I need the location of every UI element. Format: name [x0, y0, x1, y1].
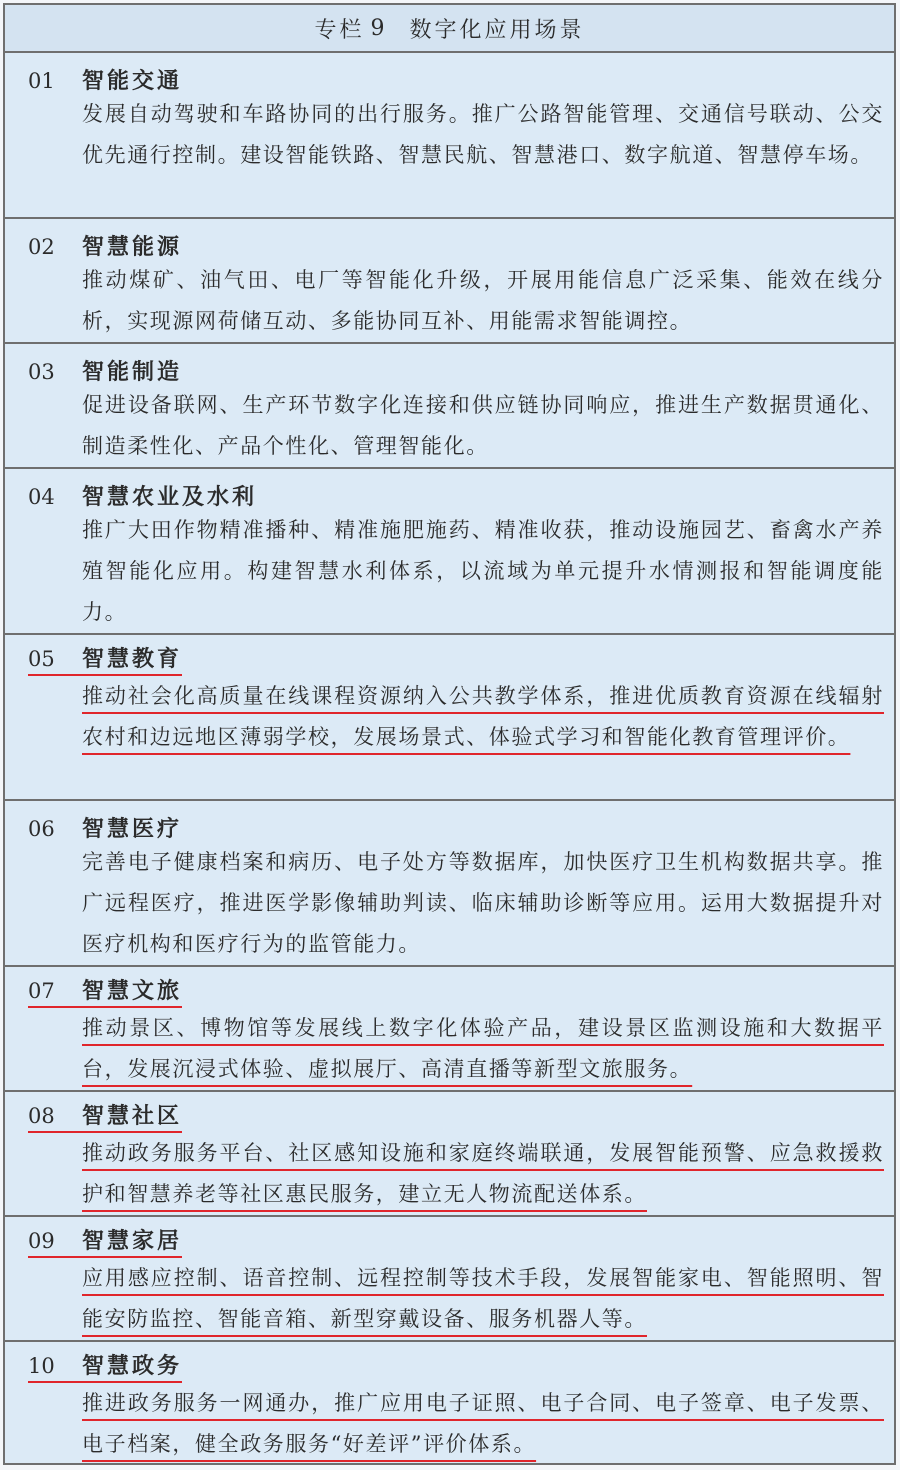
row-title: 智能制造: [82, 359, 183, 385]
table-row: [5, 469, 894, 635]
table-header: [5, 5, 894, 53]
row-text: 推动煤矿、油气田、电厂等智能化升级，开展用能信息广泛采集、能效在线分析，实现源网荷储互动、多能协同互补、用能需求智能调控。: [82, 268, 884, 333]
row-text-block: [82, 1133, 884, 1215]
row-text-block: [82, 1008, 884, 1090]
row-number: 07: [28, 979, 55, 1003]
row-heading-underline: [28, 1353, 182, 1383]
row-heading-underline: [28, 1103, 182, 1133]
row-number: 04: [28, 485, 55, 509]
table-row: [5, 219, 894, 344]
table-title: 数字化应用场景: [409, 17, 585, 43]
feature-table: [3, 3, 896, 1465]
row-text: 推动社会化高质量在线课程资源纳入公共教学体系，推进优质教育资源在线辐射农村和边远地区薄弱学校，发展场景式、体验式学习和智能化教育管理评价。: [82, 684, 884, 749]
table-row: [5, 635, 894, 801]
table-row: [5, 344, 894, 469]
row-title: 智慧医疗: [82, 816, 183, 842]
row-title: 智慧政务: [82, 1353, 183, 1379]
row-title: 智慧能源: [82, 234, 183, 260]
table-row: [5, 1092, 894, 1217]
row-text: 推广大田作物精准播种、精准施肥施药、精准收获，推动设施园艺、畜禽水产养殖智能化应用。构建智慧水利体系，以流域为单元提升水情测报和智能调度能力。: [82, 518, 884, 624]
row-text-block: [82, 1258, 884, 1340]
row-text: 推动政务服务平台、社区感知设施和家庭终端联通，发展智能预警、应急救援救护和智慧养老等社区惠民服务，建立无人物流配送体系。: [82, 1141, 884, 1206]
row-number: 06: [28, 817, 55, 841]
row-text: 推动景区、博物馆等发展线上数字化体验产品，建设景区监测设施和大数据平台，发展沉浸式体验、虚拟展厅、高清直播等新型文旅服务。: [82, 1016, 884, 1081]
row-number: 03: [28, 360, 55, 384]
row-text: 促进设备联网、生产环节数字化连接和供应链协同响应，推进生产数据贯通化、制造柔性化、产品个性化、管理智能化。: [82, 393, 884, 458]
row-number: 01: [28, 69, 55, 93]
row-number: 08: [28, 1104, 55, 1128]
row-heading-underline: [28, 978, 182, 1008]
row-number: 10: [28, 1354, 55, 1378]
table-row: [5, 967, 894, 1092]
row-number: 05: [28, 647, 55, 671]
row-number: 09: [28, 1229, 55, 1253]
table-row: [5, 1342, 894, 1465]
table-row: [5, 801, 894, 967]
table-row: [5, 1217, 894, 1342]
row-number: 02: [28, 235, 55, 259]
row-text: 发展自动驾驶和车路协同的出行服务。推广公路智能管理、交通信号联动、公交优先通行控制。建设智能铁路、智慧民航、智慧港口、数字航道、智慧停车场。: [82, 102, 884, 167]
row-title: 智慧家居: [82, 1228, 183, 1254]
row-text-block: [82, 1383, 884, 1465]
column-label: 专栏: [314, 17, 365, 43]
row-text: 完善电子健康档案和病历、电子处方等数据库，加快医疗卫生机构数据共享。推广远程医疗，推进医学影像辅助判读、临床辅助诊断等应用。运用大数据提升对医疗机构和医疗行为的监管能力。: [82, 850, 884, 956]
row-text-block: [82, 676, 884, 758]
row-text: 推进政务服务一网通办，推广应用电子证照、电子合同、电子签章、电子发票、电子档案，健全政务服务“好差评”评价体系。: [82, 1391, 884, 1456]
table-row: [5, 53, 894, 219]
row-text: 应用感应控制、语音控制、远程控制等技术手段，发展智能家电、智能照明、智能安防监控、智能音箱、新型穿戴设备、服务机器人等。: [82, 1266, 884, 1331]
row-title: 智慧教育: [82, 646, 183, 672]
row-title: 智慧农业及水利: [82, 484, 258, 510]
column-number: 9: [370, 15, 388, 41]
row-heading-underline: [28, 1228, 182, 1258]
row-title: 智能交通: [82, 68, 183, 94]
row-title: 智慧社区: [82, 1103, 183, 1129]
row-title: 智慧文旅: [82, 978, 183, 1004]
row-heading-underline: [28, 646, 182, 676]
